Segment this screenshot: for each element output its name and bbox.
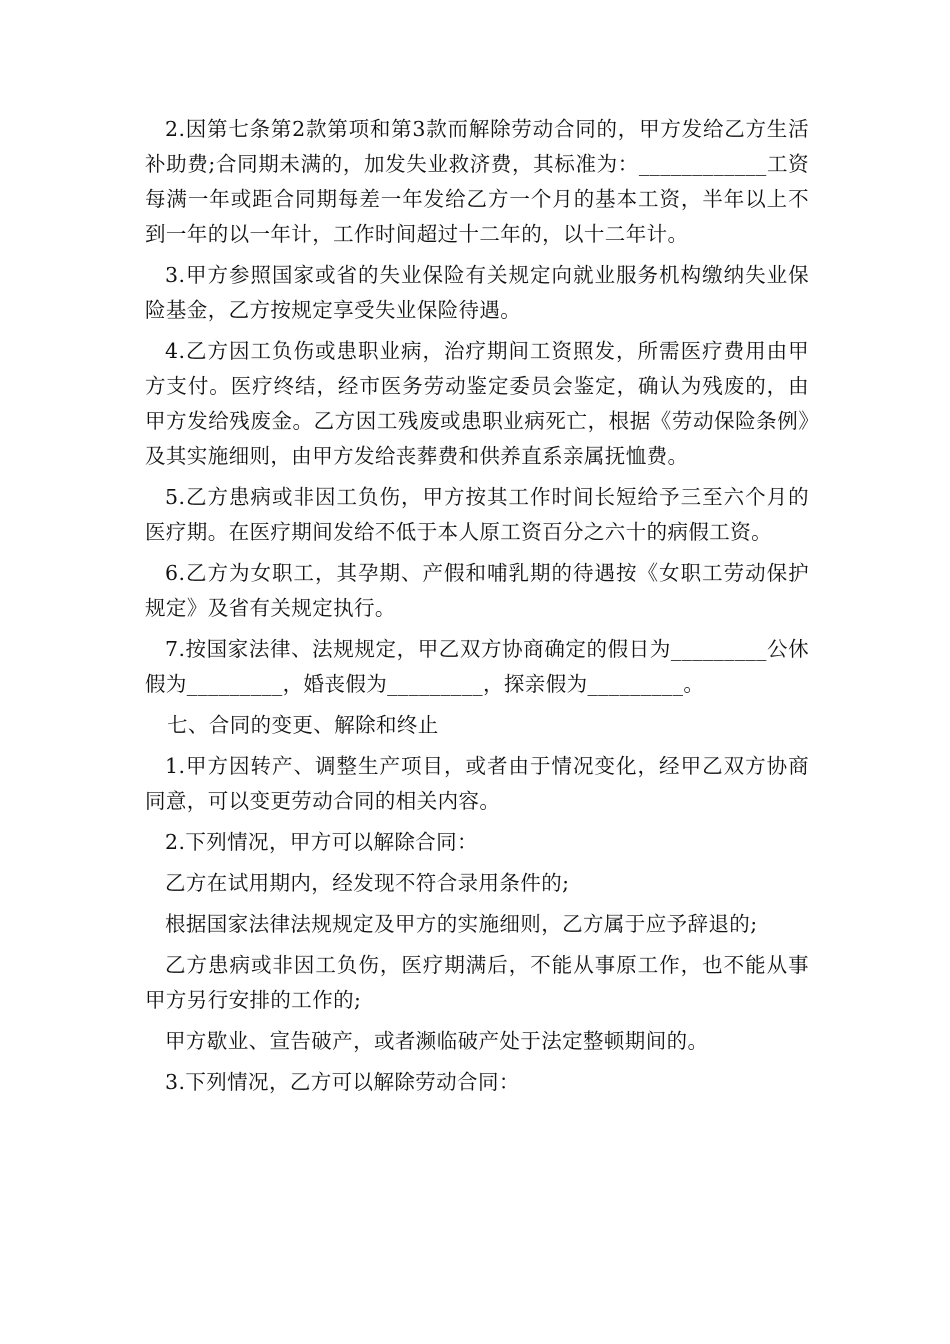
paragraph-contract-change: 1.甲方因转产、调整生产项目，或者由于情况变化，经甲乙双方协商同意，可以变更劳动合同的相关内容。: [145, 754, 809, 813]
paragraph-employee-termination: 3.下列情况，乙方可以解除劳动合同：: [165, 1070, 520, 1094]
paragraph-sick-leave: 5.乙方患病或非因工负伤，甲方按其工作时间长短给予三至六个月的医疗期。在医疗期间发给不低于本人原工资百分之六十的病假工资。: [145, 485, 809, 544]
document-body: [145, 112, 809, 1106]
paragraph-employer-termination: 2.下列情况，甲方可以解除合同：: [165, 830, 478, 854]
paragraph-unemployment-insurance: 3.甲方参照国家或省的失业保险有关规定向就业服务机构缴纳失业保险基金，乙方按规定享受失业保险待遇。: [145, 263, 809, 322]
section-heading: 七、合同的变更、解除和终止: [167, 713, 439, 737]
list-item: 乙方在试用期内，经发现不符合录用条件的;: [165, 871, 570, 895]
paragraph-holidays: 7.按国家法律、法规规定，甲乙双方协商确定的假日为_________公休假为_________，婚丧假为_________，探亲假为_________。: [145, 637, 809, 696]
list-item: 根据国家法律法规规定及甲方的实施细则，乙方属于应予辞退的;: [165, 912, 758, 936]
paragraph-work-injury: 4.乙方因工负伤或患职业病，治疗期间工资照发，所需医疗费用由甲方支付。医疗终结，经市医务劳动鉴定委员会鉴定，确认为残废的，由甲方发给残废金。乙方因工残废或患职业病死亡，根据《劳动保险条例》及其实施细则，由甲方发给丧葬费和供养直系亲属抚恤费。: [145, 339, 809, 468]
list-item: 乙方患病或非因工负伤，医疗期满后，不能从事原工作，也不能从事甲方另行安排的工作的;: [145, 953, 809, 1012]
paragraph-female-employee: 6.乙方为女职工，其孕期、产假和哺乳期的待遇按《女职工劳动保护规定》及省有关规定执行。: [145, 561, 809, 620]
list-item: 甲方歇业、宣告破产，或者濒临破产处于法定整顿期间的。: [165, 1029, 709, 1053]
paragraph-subsidy: 2.因第七条第2款第项和第3款而解除劳动合同的，甲方发给乙方生活补助费;合同期未满的，加发失业救济费，其标准为：____________工资每满一年或距合同期每差一年发给乙方一个月的基本工资，半年以上不到一年的以一年计，工作时间超过十二年的，以十二年计。: [145, 117, 809, 246]
